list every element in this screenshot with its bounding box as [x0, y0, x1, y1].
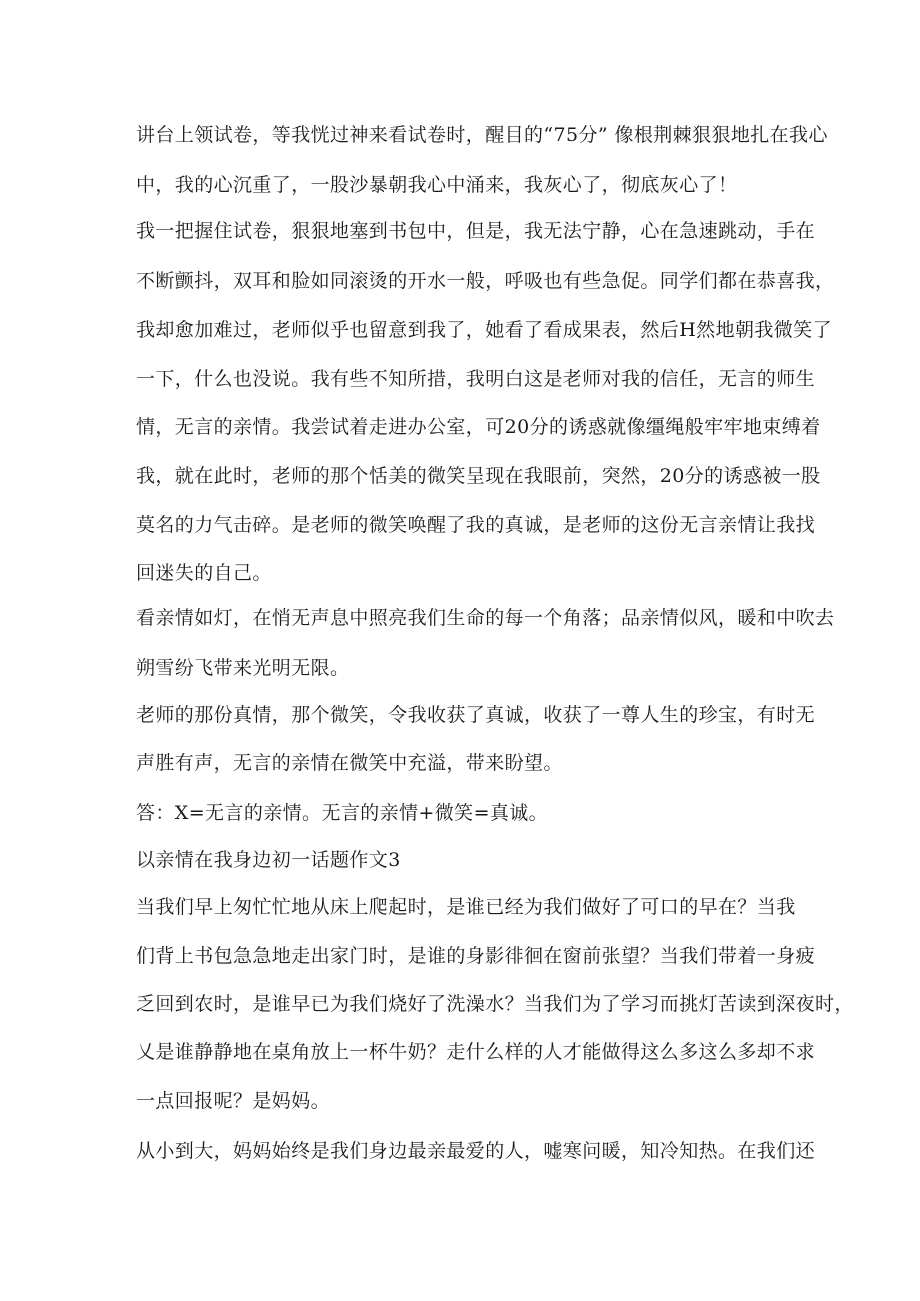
text-line: 乂是谁静静地在桌角放上一杯牛奶？走什么样的人才能做得这么多这么多却不求: [136, 1041, 816, 1063]
text-line: 我却愈加难过，老师似乎也留意到我了，她看了看成果表，然后H然地朝我微笑了: [136, 319, 832, 341]
text-line: 老师的那份真情，那个微笑，令我收获了真诚，收获了一尊人生的珍宝，有时无: [136, 704, 816, 726]
text-line: 答：X=无言的亲情。无言的亲情+微笑=真诚。: [136, 802, 549, 824]
text-line: 情，无言的亲情。我尝试着走进办公室，可20分的诱惑就像缰绳般牢牢地束缚着: [136, 416, 821, 438]
text-line: 声胜有声，无言的亲情在微笑中充溢，带来盼望。: [136, 752, 563, 774]
text-line: 一下，什么也没说。我有些不知所措，我明白这是老师对我的信任，无言的师生: [136, 368, 816, 390]
section-heading: 以亲情在我身边初一话题作文3: [136, 849, 401, 871]
text-line: 不断颤抖，双耳和脸如同滚烫的开水一般，呼吸也有些急促。同学们都在恭喜我，: [136, 270, 835, 292]
text-line: 朔雪纷飞带来光明无限。: [136, 657, 350, 679]
text-line: 讲台上领试卷，等我恍过神来看试卷时，醒目的“75分” 像根荆棘狠狠地扎在我心: [136, 124, 828, 146]
text-line: 莫名的力气击碎。是老师的微笑唤醒了我的真诚，是老师的这份无言亲情让我找: [136, 514, 816, 536]
text-line: 中，我的心沉重了，一股沙暴朝我心中涌来，我灰心了，彻底灰心了！: [136, 174, 738, 196]
text-line: 当我们早上匆忙忙地从床上爬起时，是谁已经为我们做好了可口的早在？当我: [136, 896, 796, 918]
text-line: 一点回报呢？是妈妈。: [136, 1090, 331, 1112]
text-line: 看亲情如灯，在悄无声息中照亮我们生命的每一个角落；品亲情似风，暖和中吹去: [136, 607, 835, 629]
text-line: 乏回到农时，是谁早已为我们烧好了洗澡水？当我们为了学习而挑灯苦读到深夜时，: [136, 993, 854, 1015]
text-line: 们背上书包急急地走出家门时，是谁的身影徘徊在窗前张望？当我们带着一身疲: [136, 945, 816, 967]
text-line: 回迷失的自己。: [136, 562, 272, 584]
text-line: 我，就在此时，老师的那个恬美的微笑呈现在我眼前，突然，20分的诱惑被一股: [136, 465, 821, 487]
text-line: 我一把握住试卷，狠狠地塞到书包中，但是，我无法宁静，心在急速跳动，手在: [136, 220, 816, 242]
text-line: 从小到大，妈妈始终是我们身边最亲最爱的人，嘘寒问暖，知冷知热。在我们还: [136, 1140, 816, 1162]
